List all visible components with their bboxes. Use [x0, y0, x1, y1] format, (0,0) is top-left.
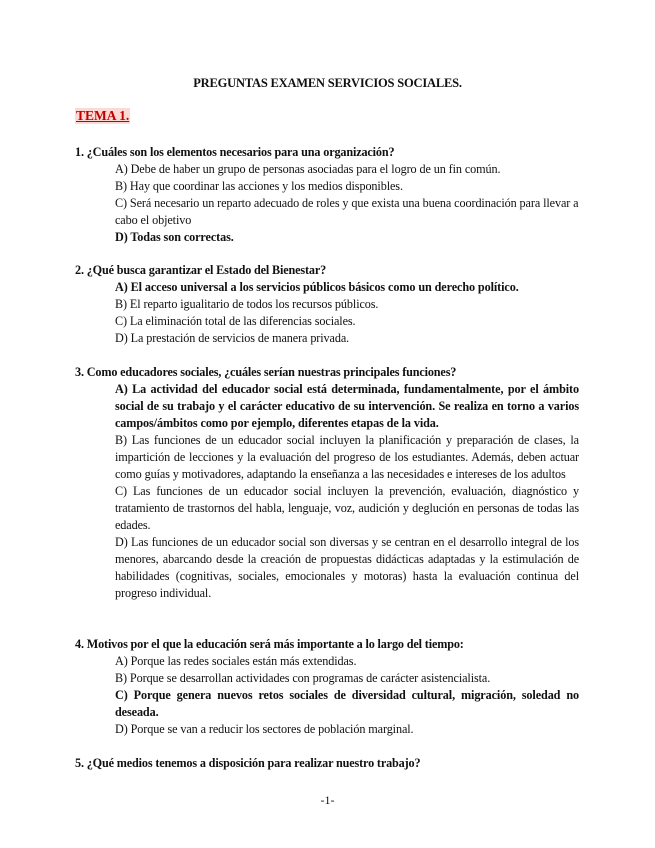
option-4b: B) Porque se desarrollan actividades con programas de carácter asistencialista. — [115, 671, 491, 685]
option-4c-correct: C) Porque genera nuevos retos sociales de diversidad cultural, migración, soledad no deseada. — [115, 688, 579, 719]
option-4d: D) Porque se van a reducir los sectores de población marginal. — [115, 722, 414, 736]
option-2a-correct: A) El acceso universal a los servicios públicos básicos como un derecho político. — [115, 280, 519, 294]
question-3: 3. Como educadores sociales, ¿cuáles serían nuestras principales funciones? — [75, 365, 457, 379]
question-3-options — [115, 381, 579, 602]
option-3a-correct: A) La actividad del educador social está determinada, fundamentalmente, por el ámbito social de su trabajo y el carácter educativo de su intervención. Se realiza en torno a varios campos/ámbitos como por ejemplo, diferentes etapas de la vida. — [115, 382, 579, 430]
option-3c: C) Las funciones de un educador social incluyen la prevención, evaluación, diagnóstico y tratamiento de trastornos del habla, lenguaje, voz, audición y deglución en personas de todas las edades. — [115, 484, 579, 532]
option-1b: B) Hay que coordinar las acciones y los medios disponibles. — [115, 179, 403, 193]
option-2b: B) El reparto igualitario de todos los recursos públicos. — [115, 297, 379, 311]
option-1d-correct: D) Todas son correctas. — [115, 230, 234, 244]
option-2d: D) La prestación de servicios de manera privada. — [115, 331, 350, 345]
question-4: 4. Motivos por el que la educación será más importante a lo largo del tiempo: — [75, 637, 464, 651]
page-title: PREGUNTAS EXAMEN SERVICIOS SOCIALES. — [193, 76, 462, 90]
question-2: 2. ¿Qué busca garantizar el Estado del Bienestar? — [75, 263, 327, 277]
option-2c: C) La eliminación total de las diferencias sociales. — [115, 314, 356, 328]
option-1a: A) Debe de haber un grupo de personas asociadas para el logro de un fin común. — [115, 162, 501, 176]
option-3d: D) Las funciones de un educador social son diversas y se centran en el desarrollo integral de los menores, abarcando desde la creación de propuestas didácticas adaptadas y la estimulación de habilidades (cognitivas, sociales, emocionales y motoras) hasta la evaluación continua del progreso individual. — [115, 535, 579, 600]
page-number: -1- — [320, 793, 335, 807]
option-1c: C) Será necesario un reparto adecuado de roles y que exista una buena coordinación para llevar a cabo el objetivo — [115, 196, 579, 227]
option-4a: A) Porque las redes sociales están más extendidas. — [115, 654, 357, 668]
question-5: 5. ¿Qué medios tenemos a disposición para realizar nuestro trabajo? — [75, 756, 421, 770]
question-1-options — [115, 161, 579, 246]
option-3b: B) Las funciones de un educador social incluyen la planificación y preparación de clases, la impartición de lecciones y la evaluación del progreso de los estudiantes. Además, deben actuar como guías y motivadores, adaptando la enseñanza a las necesidades e intereses de los adultos — [115, 433, 579, 481]
question-2-options — [115, 279, 579, 347]
question-1: 1. ¿Cuáles son los elementos necesarios para una organización? — [75, 145, 395, 159]
question-4-options — [115, 653, 579, 738]
section-heading: TEMA 1. — [76, 108, 130, 123]
